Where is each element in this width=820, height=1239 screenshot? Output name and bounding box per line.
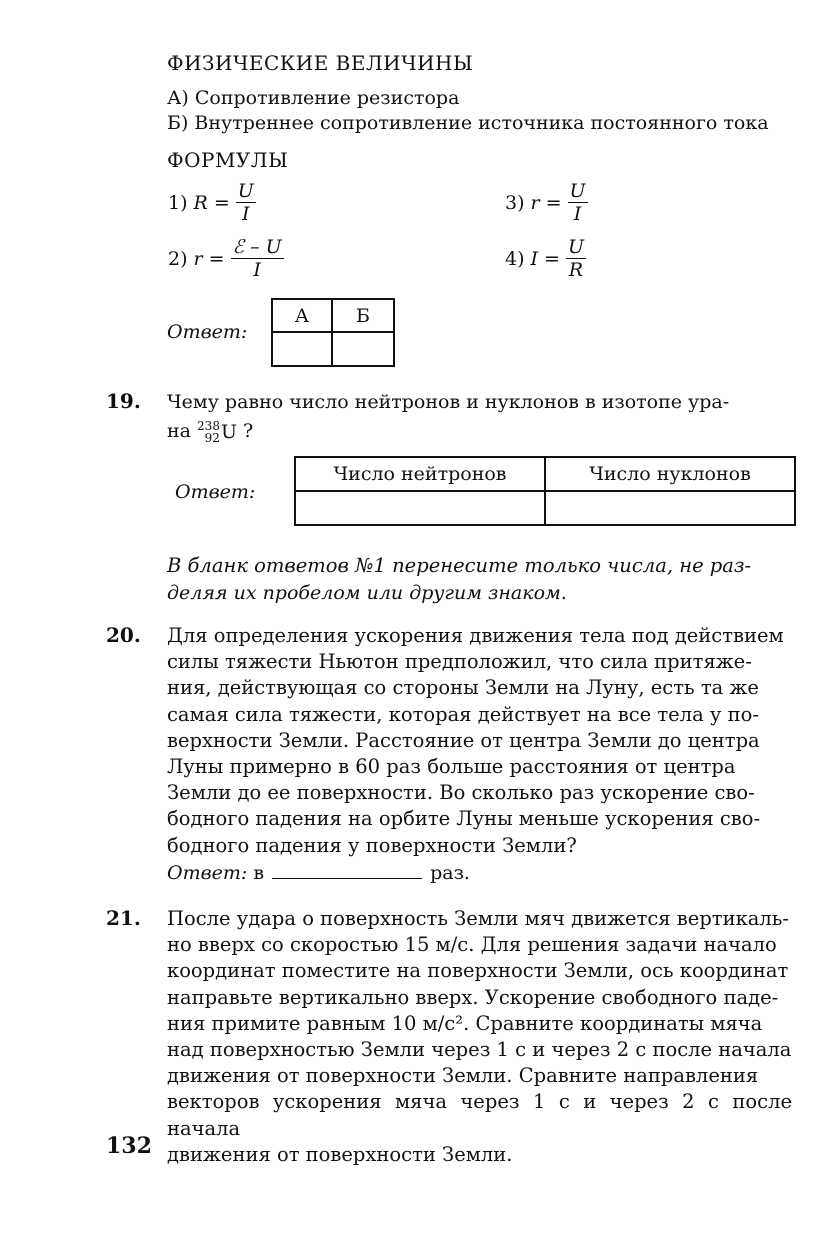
formula-index: 1) [168, 191, 188, 214]
formula-numerator: U [567, 236, 584, 258]
q21-line: координат поместите на поверхности Земли, ось координат [167, 959, 789, 983]
answer-label-19: Ответ: [175, 481, 256, 503]
answer-label-18: Ответ: [167, 321, 248, 343]
q21-line: ния примите равным 10 м/с². Сравните координаты мяча [167, 1011, 763, 1035]
formula-lhs: r [193, 247, 203, 270]
q19-text-line2 [167, 418, 253, 445]
formula-denominator: I [253, 259, 261, 281]
answer-cell-b[interactable] [332, 332, 394, 366]
answer-blank-20[interactable] [272, 860, 422, 879]
answer-table-18 [271, 298, 395, 367]
formula-index: 2) [168, 247, 188, 270]
q20-text [167, 623, 792, 859]
q19-text-suffix: ? [243, 420, 254, 442]
isotope-notation [197, 419, 237, 445]
formula-3: 3) r = $\frac{U}{I}$ [505, 180, 586, 225]
q21-line: но вверх со скоростью 15 м/с. Для решения задачи начало [167, 933, 777, 957]
quantity-b: Б) Внутреннее сопротивление источника постоянного тока [167, 112, 769, 134]
instruction-line1: В бланк ответов №1 перенесите только числа, не раз- [167, 554, 752, 577]
formula-numerator: U [237, 180, 254, 202]
formula-index: 4) [505, 247, 525, 270]
formula-lhs: R [193, 191, 208, 214]
answer-cell-nucleons[interactable] [545, 491, 795, 525]
isotope-mass-number: 238 [197, 419, 220, 433]
formula-index: 3) [505, 191, 525, 214]
q21-line: направьте вертикально вверх. Ускорение свободного паде- [167, 985, 779, 1009]
answer-header-b: Б [332, 299, 394, 332]
formula-2: 2) r = $\frac{\text{ℰ – U}}{I}$ [168, 236, 282, 281]
q20-line: самая сила тяжести, которая действует на все тела у по- [167, 702, 759, 726]
q21-line: движения от поверхности Земли. Сравните направления [167, 1064, 759, 1088]
q20-line: верхности Земли. Расстояние от центра Земли до центра [167, 728, 760, 752]
answer-label-20: Ответ: [167, 862, 248, 884]
answer-cell-a[interactable] [272, 332, 332, 366]
q21-line: движения от поверхности Земли. [167, 1142, 513, 1166]
q20-line: силы тяжести Ньютон предположил, что сила притяже- [167, 650, 752, 674]
question-number-20: 20. [106, 623, 141, 647]
question-number-21: 21. [106, 906, 141, 930]
q21-text [167, 906, 792, 1168]
formula-denominator: I [242, 203, 250, 225]
q21-line: векторов ускорения мяча через 1 с и через 2 с после начала [167, 1090, 792, 1140]
q19-text-line1: Чему равно число нейтронов и нуклонов в изотопе ура- [167, 391, 730, 413]
isotope-charge-number: 92 [204, 431, 220, 445]
answer-suffix-20: раз. [430, 862, 470, 884]
formula-denominator: I [573, 203, 582, 225]
answer-header-neutrons: Число нейтронов [295, 457, 545, 491]
formula-denominator: R [568, 259, 584, 281]
formula-1: 1) R = $\frac{U}{I}$ [168, 180, 254, 225]
q20-line: бодного падения на орбите Луны меньше ускорения сво- [167, 807, 761, 831]
q20-line: Луны примерно в 60 раз больше расстояния от центра [167, 755, 736, 779]
quantity-a: А) Сопротивление резистора [167, 87, 460, 109]
heading-quantities: ФИЗИЧЕСКИЕ ВЕЛИЧИНЫ [167, 51, 474, 75]
q21-line: над поверхностью Земли через 1 с и через 2 с после начала [167, 1038, 792, 1062]
q20-line: бодного падения у поверхности Земли? [167, 833, 577, 857]
answer-header-nucleons: Число нуклонов [545, 457, 795, 491]
formula-lhs: I [530, 247, 539, 270]
formula-numerator: U [569, 180, 586, 202]
answer-header-a: А [272, 299, 332, 332]
q20-line: Для определения ускорения движения тела под действием [167, 624, 784, 647]
formula-numerator: ℰ – U [232, 236, 282, 258]
q20-line: Земли до ее поверхности. Во сколько раз ускорение сво- [167, 781, 755, 805]
answer-prefix-20: в [253, 862, 265, 884]
answer-cell-neutrons[interactable] [295, 491, 545, 525]
answer-table-19 [294, 456, 796, 526]
heading-formulas: ФОРМУЛЫ [167, 148, 289, 172]
q20-line: ния, действующая со стороны Земли на Луну, есть та же [167, 676, 759, 700]
formula-lhs: r [530, 191, 540, 214]
answer-row-20 [167, 860, 470, 886]
q21-line: После удара о поверхность Земли мяч движется вертикаль- [167, 907, 790, 930]
formula-4: 4) I = $\frac{U}{R}$ [505, 236, 584, 281]
page-number: 132 [106, 1133, 152, 1159]
question-number-19: 19. [106, 389, 141, 413]
isotope-symbol: U [220, 421, 237, 443]
instruction-line2: деляя их пробелом или другим знаком. [167, 582, 567, 604]
q19-text-prefix: на [167, 420, 191, 442]
